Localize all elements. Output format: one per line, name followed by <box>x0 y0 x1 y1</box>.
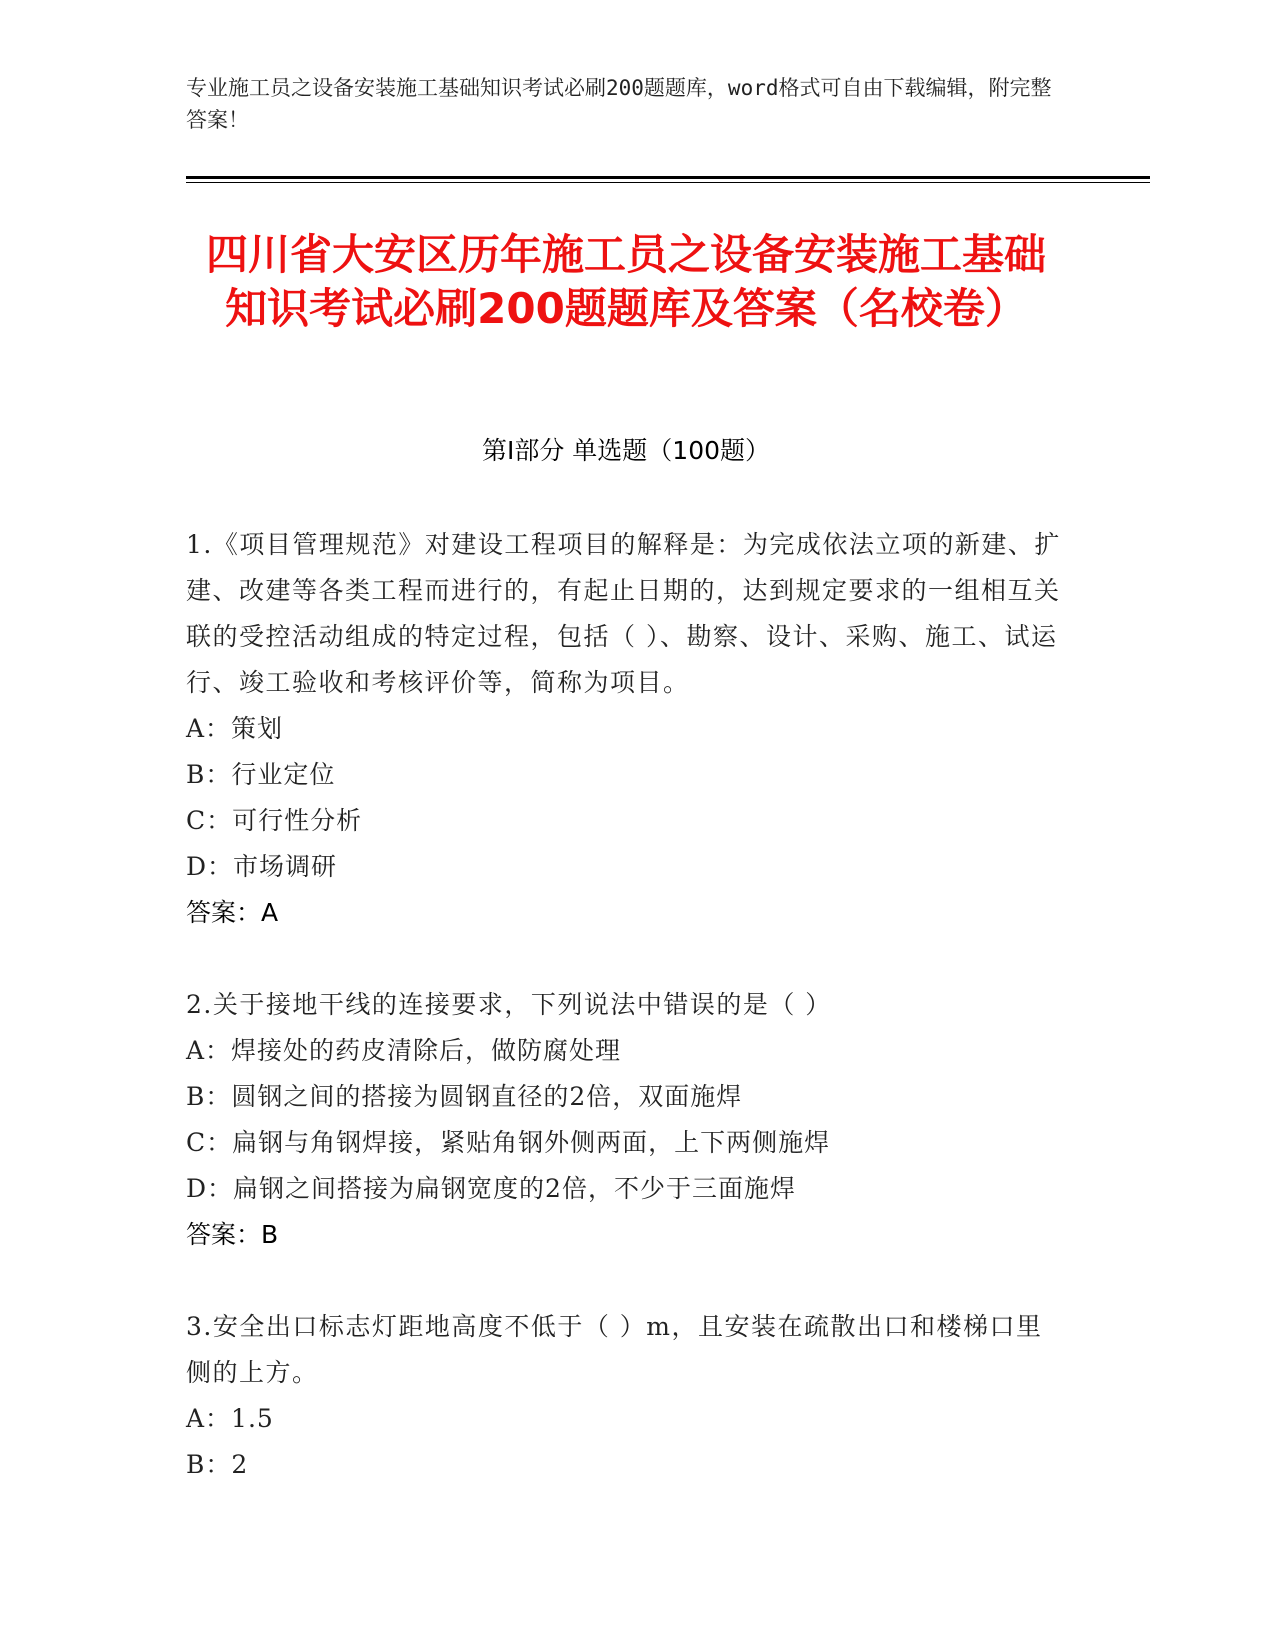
answer-line: 答案：A <box>186 898 279 927</box>
header-divider-thin <box>186 182 1150 183</box>
option-c: C：可行性分析 <box>186 806 363 835</box>
option-a: A：焊接处的药皮清除后，做防腐处理 <box>186 1036 622 1065</box>
option-b: B：圆钢之间的搭接为圆钢直径的2倍，双面施焊 <box>186 1082 743 1111</box>
section-title: 第Ⅰ部分 单选题（100题） <box>481 436 771 465</box>
question-text: 3.安全出口标志灯距地高度不低于（ ）m，且安装在疏散出口和楼梯口里侧的上方。 <box>186 1312 1043 1387</box>
question-text: 2.关于接地干线的连接要求，下列说法中错误的是（ ） <box>186 990 832 1019</box>
option-a: A：策划 <box>186 714 284 743</box>
header-divider-thick <box>186 176 1150 179</box>
option-b: B：2 <box>186 1450 249 1479</box>
question-3 <box>186 1304 1066 1488</box>
question-text: 1.《项目管理规范》对建设工程项目的解释是：为完成依法立项的新建、扩建、改建等各类工程而进行的，有起止日期的，达到规定要求的一组相互关联的受控活动组成的特定过程，包括（ ）、勘察、设计、采购、施工、试运行、竣工验收和考核评价等，简称为项目。 <box>186 530 1061 697</box>
option-c: C：扁钢与角钢焊接，紧贴角钢外侧两面，上下两侧施焊 <box>186 1128 831 1157</box>
question-list <box>186 522 1066 1534</box>
option-d: D：扁钢之间搭接为扁钢宽度的2倍，不少于三面施焊 <box>186 1174 796 1203</box>
document-title: 四川省大安区历年施工员之设备安装施工基础知识考试必刷200题题库及答案（名校卷） <box>205 230 1046 333</box>
question-2 <box>186 982 1066 1258</box>
header-note: 专业施工员之设备安装施工基础知识考试必刷200题题库，word格式可自由下载编辑，附完整答案！ <box>186 76 1052 132</box>
answer-line: 答案：B <box>186 1220 279 1249</box>
option-d: D：市场调研 <box>186 852 338 881</box>
question-1 <box>186 522 1066 936</box>
option-b: B：行业定位 <box>186 760 336 789</box>
option-a: A：1.5 <box>186 1404 274 1433</box>
